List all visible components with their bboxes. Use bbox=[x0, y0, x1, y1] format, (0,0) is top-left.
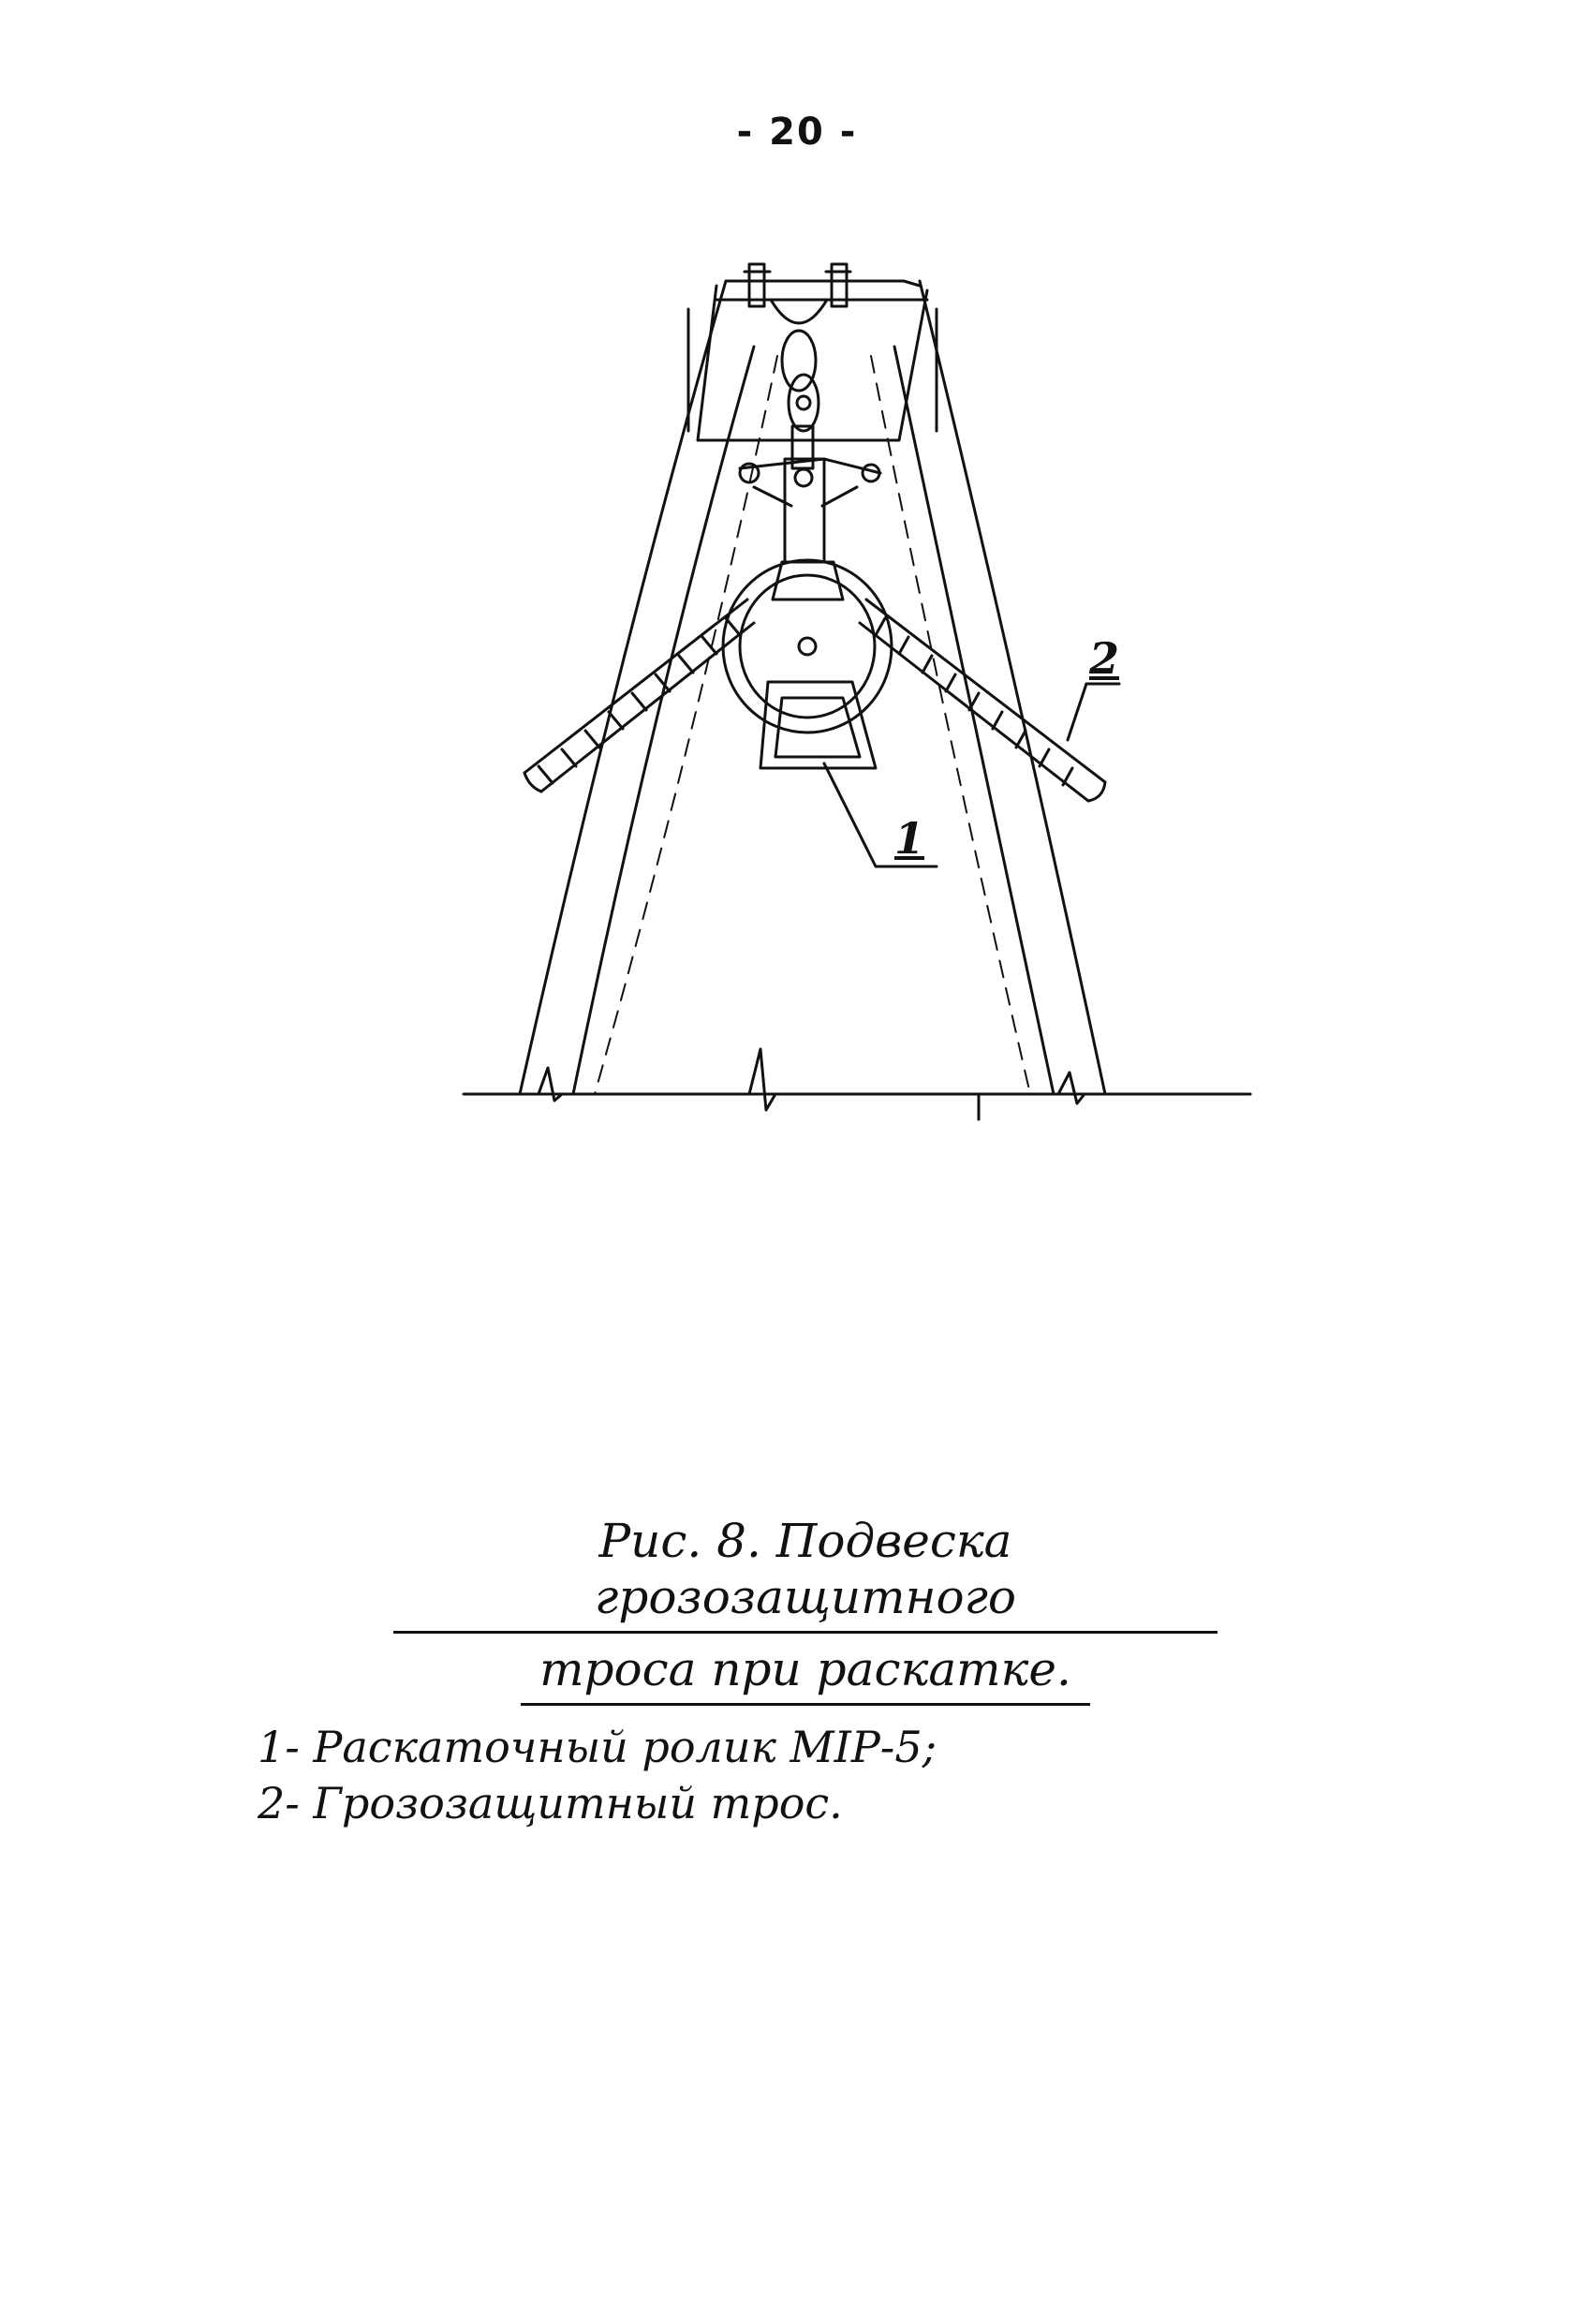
suspension-chain bbox=[740, 331, 880, 562]
legend-item-1: 1- Раскаточный ролик МІР-5; bbox=[258, 1722, 937, 1772]
legend-list bbox=[258, 1719, 937, 1831]
caption-line-2: троса при раскатке. bbox=[521, 1641, 1090, 1706]
page-number: - 20 - bbox=[736, 111, 858, 154]
legend-item-2: 2- Грозозащитный трос. bbox=[258, 1778, 843, 1828]
tower-legs bbox=[520, 281, 1105, 1094]
caption-line-1: Рис. 8. Подвеска грозозащитного bbox=[393, 1513, 1218, 1634]
top-bracket bbox=[688, 264, 937, 440]
pulley-wheel bbox=[723, 560, 892, 733]
callout-1: 1 bbox=[894, 813, 925, 864]
ground-wire-right bbox=[860, 600, 1105, 801]
figure-caption bbox=[393, 1513, 1218, 1706]
ground-wire-left bbox=[524, 600, 754, 792]
callout-2: 2 bbox=[1089, 633, 1120, 684]
